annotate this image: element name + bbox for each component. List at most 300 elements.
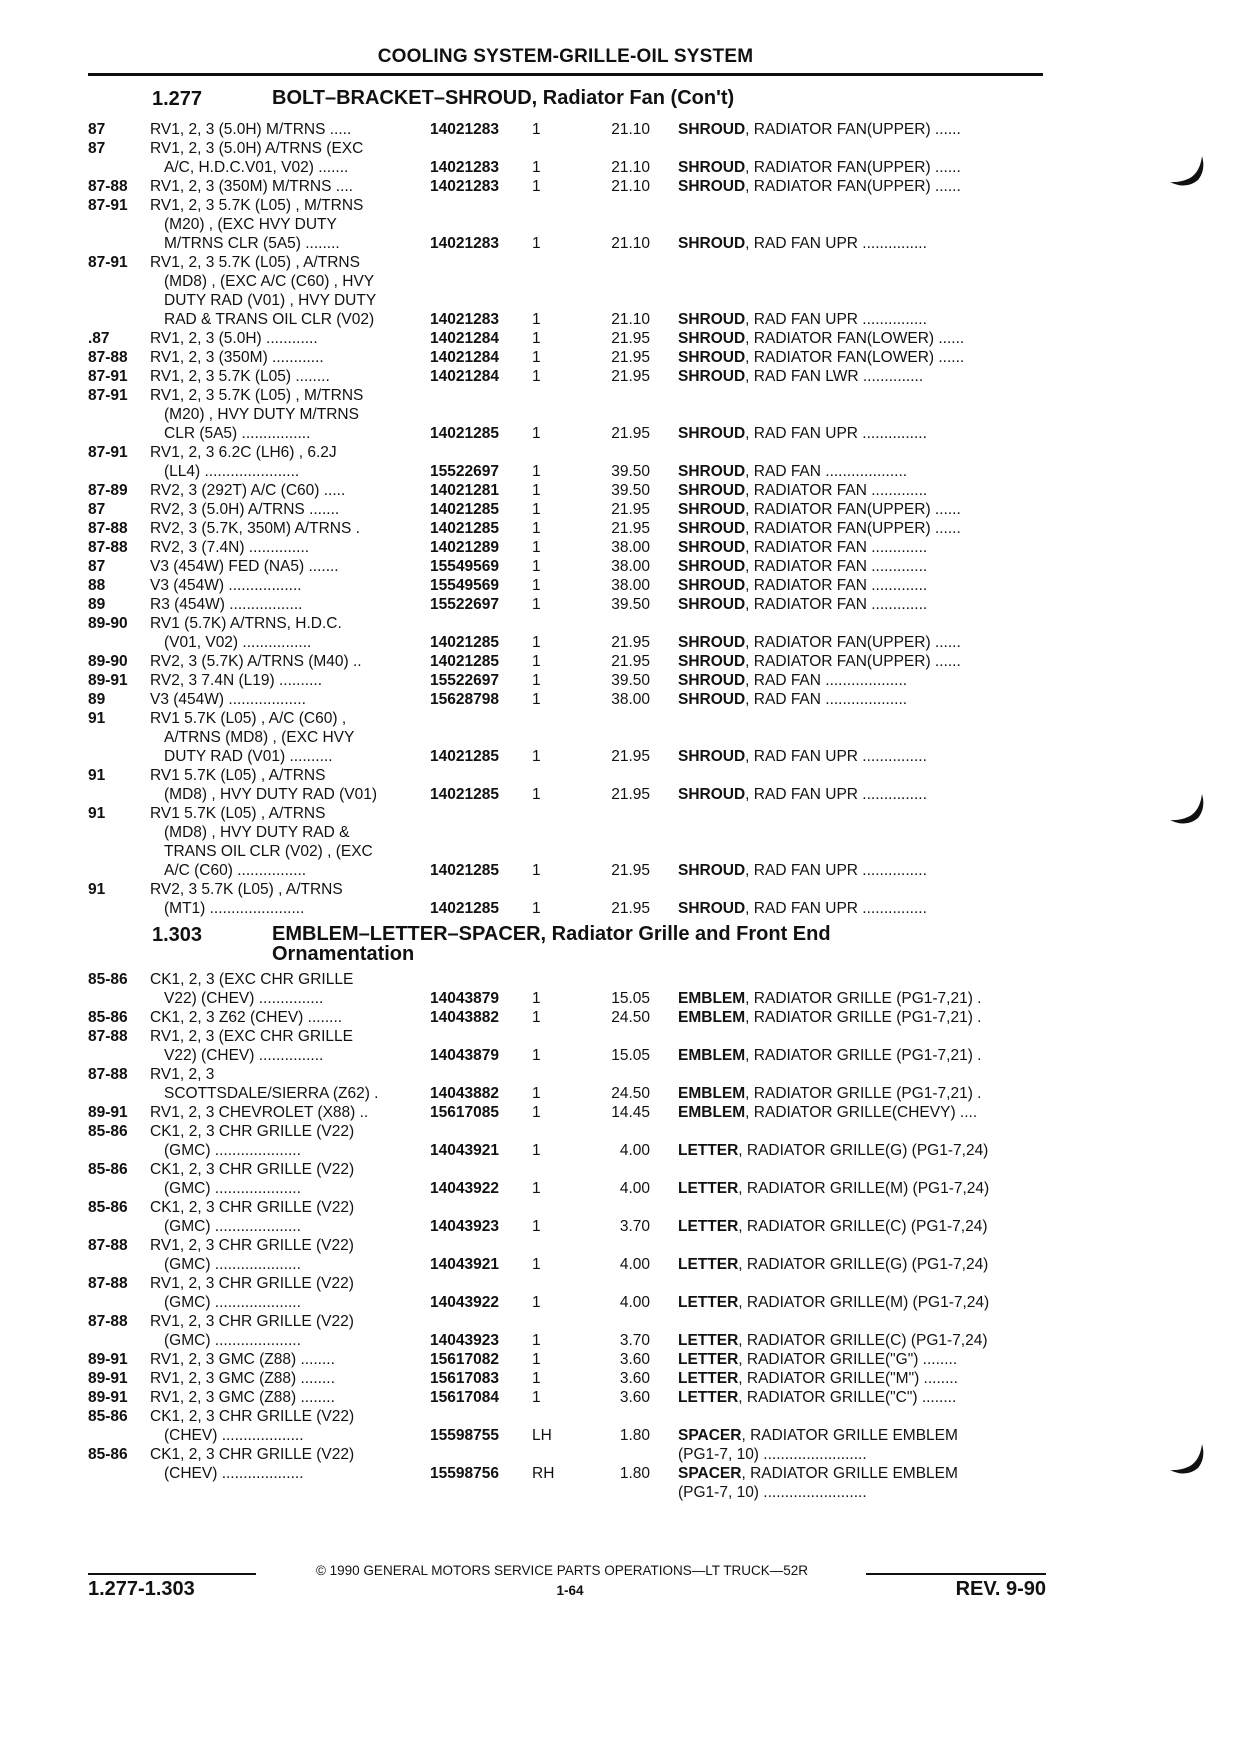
part-name-detail: , RADIATOR GRILLE("M") ........ <box>738 1370 958 1387</box>
footer-section-range: 1.277-1.303 <box>88 1578 195 1600</box>
price: 21.95 <box>611 330 650 347</box>
quantity: 1 <box>532 1180 541 1197</box>
price: 21.95 <box>611 748 650 765</box>
application-description: A/C (C60) ................ <box>164 862 307 879</box>
part-name <box>678 234 1040 253</box>
part-name <box>678 557 1040 576</box>
part-name <box>678 1084 1040 1103</box>
part-number: 14021285 <box>430 501 499 518</box>
part-name <box>678 671 1040 690</box>
part-number: 15522697 <box>430 596 499 613</box>
part-name-detail: , RADIATOR FAN ............. <box>745 558 928 575</box>
part-name-detail: , RADIATOR FAN(UPPER) ...... <box>745 634 961 651</box>
part-name-keyword: EMBLEM <box>678 1085 746 1102</box>
model-years: 89 <box>88 596 106 613</box>
part-name <box>678 177 1040 196</box>
quantity: 1 <box>532 672 541 689</box>
table-row <box>0 519 1249 538</box>
application-description: RV2, 3 5.7K (L05) , A/TRNS <box>150 881 343 898</box>
table-row <box>0 595 1249 614</box>
application-description: CK1, 2, 3 (EXC CHR GRILLE <box>150 971 354 988</box>
price: 21.95 <box>611 501 650 518</box>
application-description: CK1, 2, 3 CHR GRILLE (V22) <box>150 1123 355 1140</box>
part-name-keyword: SHROUD <box>678 349 746 366</box>
part-name-keyword: SHROUD <box>678 178 746 195</box>
part-name-line <box>678 899 1040 918</box>
price: 21.95 <box>611 368 650 385</box>
price: 4.00 <box>619 1142 650 1159</box>
quantity: 1 <box>532 482 541 499</box>
part-name-detail: , RADIATOR GRILLE EMBLEM <box>741 1427 958 1444</box>
table-row <box>0 538 1249 557</box>
header-rule <box>88 73 1043 76</box>
part-name-line <box>678 1103 1040 1122</box>
application-description: RV1, 2, 3 (350M) M/TRNS .... <box>150 178 353 195</box>
price: 39.50 <box>611 482 650 499</box>
application-description: DUTY RAD (V01) .......... <box>164 748 333 765</box>
model-years: 89-91 <box>88 1370 128 1387</box>
part-name-line <box>678 1179 1040 1198</box>
part-name-keyword: SHROUD <box>678 482 746 499</box>
part-name-detail: , RAD FAN UPR ............... <box>745 235 927 252</box>
quantity: 1 <box>532 862 541 879</box>
price: 3.60 <box>619 1351 650 1368</box>
model-years: 89 <box>88 691 106 708</box>
table-row <box>0 709 1249 766</box>
quantity: 1 <box>532 900 541 917</box>
table-row <box>0 1407 1249 1463</box>
part-number: 14021283 <box>430 311 499 328</box>
footer-revision: REV. 9-90 <box>955 1578 1046 1600</box>
quantity: 1 <box>532 1332 541 1349</box>
part-name <box>678 310 1040 329</box>
quantity: 1 <box>532 596 541 613</box>
model-years: 85-86 <box>88 1123 128 1140</box>
part-name <box>678 538 1040 557</box>
part-name-line <box>678 690 1040 709</box>
application-description: RV2, 3 (5.0H) A/TRNS ....... <box>150 501 340 518</box>
application-description: RV1, 2, 3 GMC (Z88) ........ <box>150 1351 335 1368</box>
model-years: 89-91 <box>88 1351 128 1368</box>
part-number: 14043879 <box>430 1047 499 1064</box>
part-name-detail: , RADIATOR FAN(UPPER) ...... <box>745 159 961 176</box>
model-years: 87-91 <box>88 254 128 271</box>
part-name-line <box>678 557 1040 576</box>
price: 14.45 <box>611 1104 650 1121</box>
price: 38.00 <box>611 577 650 594</box>
part-name-detail: , RADIATOR GRILLE (PG1-7,21) . <box>745 1009 982 1026</box>
part-name-line <box>678 747 1040 766</box>
application-description: RV1, 2, 3 GMC (Z88) ........ <box>150 1389 335 1406</box>
part-name-detail: , RADIATOR GRILLE(CHEVY) .... <box>745 1104 978 1121</box>
part-name <box>678 785 1040 804</box>
quantity: 1 <box>532 349 541 366</box>
part-number: 14021285 <box>430 862 499 879</box>
part-name-line <box>678 1464 1040 1483</box>
application-description: CLR (5A5) ................ <box>164 425 311 442</box>
quantity: 1 <box>532 121 541 138</box>
application-description: V22) (CHEV) ............... <box>164 1047 324 1064</box>
model-years: 91 <box>88 710 106 727</box>
part-number: 14043921 <box>430 1142 499 1159</box>
model-years: 87-91 <box>88 197 128 214</box>
table-row <box>0 1160 1249 1198</box>
model-years: 87-88 <box>88 178 128 195</box>
part-name-keyword: SPACER <box>678 1465 742 1482</box>
table-row <box>0 348 1249 367</box>
price: 24.50 <box>611 1085 650 1102</box>
part-name-keyword: SHROUD <box>678 786 746 803</box>
application-description: A/C, H.D.C.V01, V02) ....... <box>164 159 349 176</box>
part-number: 14021283 <box>430 159 499 176</box>
section-title-line: Ornamentation <box>272 943 415 965</box>
application-description: RV1, 2, 3 5.7K (L05) , M/TRNS <box>150 197 364 214</box>
model-years: 89-90 <box>88 615 128 632</box>
part-name-line <box>678 177 1040 196</box>
price: 3.60 <box>619 1370 650 1387</box>
application-description: RV1, 2, 3 CHR GRILLE (V22) <box>150 1237 354 1254</box>
application-description: (CHEV) ................... <box>164 1427 304 1444</box>
application-description: (MD8) , (EXC A/C (C60) , HVY <box>164 273 375 290</box>
application-description: RV1, 2, 3 CHR GRILLE (V22) <box>150 1313 354 1330</box>
part-number: 15617084 <box>430 1389 499 1406</box>
part-name-detail: , RADIATOR FAN(LOWER) ...... <box>745 349 965 366</box>
part-name-line <box>678 1350 1040 1369</box>
price: 21.95 <box>611 520 650 537</box>
part-name-keyword: SHROUD <box>678 672 746 689</box>
part-name-line <box>678 1293 1040 1312</box>
part-name-keyword: EMBLEM <box>678 990 746 1007</box>
part-name-line <box>678 329 1040 348</box>
quantity: 1 <box>532 1294 541 1311</box>
part-name-line <box>678 1255 1040 1274</box>
part-number: 15522697 <box>430 463 499 480</box>
application-description: (V01, V02) ................ <box>164 634 312 651</box>
part-name-detail: , RADIATOR GRILLE(G) (PG1-7,24) <box>738 1256 989 1273</box>
quantity: 1 <box>532 1370 541 1387</box>
part-name-detail: , RAD FAN UPR ............... <box>745 748 927 765</box>
application-description: (MD8) , HVY DUTY RAD (V01) <box>164 786 378 803</box>
table-row <box>0 557 1249 576</box>
table-row <box>0 120 1249 139</box>
application-description: CK1, 2, 3 CHR GRILLE (V22) <box>150 1446 355 1463</box>
price: 1.80 <box>619 1465 650 1482</box>
price: 38.00 <box>611 691 650 708</box>
table-row <box>0 576 1249 595</box>
part-name <box>678 690 1040 709</box>
part-name-detail: , RADIATOR FAN(UPPER) ...... <box>745 501 961 518</box>
part-name-detail: , RAD FAN ................... <box>745 672 908 689</box>
model-years: 89-91 <box>88 1104 128 1121</box>
application-description: V3 (454W) FED (NA5) ....... <box>150 558 339 575</box>
price: 38.00 <box>611 539 650 556</box>
price: 21.95 <box>611 634 650 651</box>
price: 21.95 <box>611 349 650 366</box>
price: 21.10 <box>611 311 650 328</box>
quantity: 1 <box>532 159 541 176</box>
part-name-keyword: LETTER <box>678 1294 739 1311</box>
part-number: 15522697 <box>430 672 499 689</box>
application-description: RV1, 2, 3 5.7K (L05) , A/TRNS <box>150 254 360 271</box>
part-name-detail: , RADIATOR FAN(LOWER) ...... <box>745 330 965 347</box>
part-name <box>678 329 1040 348</box>
quantity: 1 <box>532 311 541 328</box>
part-number: 14021285 <box>430 425 499 442</box>
application-description: (GMC) .................... <box>164 1142 301 1159</box>
section-number: 1.303 <box>152 924 203 946</box>
table-row <box>0 1122 1249 1160</box>
part-number: 14021285 <box>430 786 499 803</box>
quantity: 1 <box>532 539 541 556</box>
quantity: 1 <box>532 463 541 480</box>
application-description: RAD & TRANS OIL CLR (V02) <box>164 311 375 328</box>
table-row <box>0 481 1249 500</box>
application-description: RV2, 3 (292T) A/C (C60) ..... <box>150 482 346 499</box>
parts-list <box>0 970 1249 1501</box>
part-name-keyword: SHROUD <box>678 330 746 347</box>
part-name <box>678 1464 1040 1502</box>
application-description: RV1, 2, 3 GMC (Z88) ........ <box>150 1370 335 1387</box>
table-row <box>0 766 1249 804</box>
quantity: 1 <box>532 1351 541 1368</box>
table-row <box>0 671 1249 690</box>
part-name <box>678 1046 1040 1065</box>
part-name-keyword: LETTER <box>678 1218 739 1235</box>
application-description: RV1, 2, 3 (5.0H) ............ <box>150 330 318 347</box>
part-name-detail: , RADIATOR GRILLE(C) (PG1-7,24) <box>738 1218 988 1235</box>
model-years: 85-86 <box>88 1446 128 1463</box>
part-name-line <box>678 348 1040 367</box>
application-description: CK1, 2, 3 CHR GRILLE (V22) <box>150 1408 355 1425</box>
part-name-line <box>678 1008 1040 1027</box>
quantity: 1 <box>532 748 541 765</box>
part-name-line <box>678 1388 1040 1407</box>
part-name-keyword: SPACER <box>678 1427 742 1444</box>
part-name-keyword: SHROUD <box>678 520 746 537</box>
section-title <box>272 924 1012 964</box>
application-description: (LL4) ...................... <box>164 463 300 480</box>
table-row <box>0 1103 1249 1122</box>
price: 4.00 <box>619 1180 650 1197</box>
table-row <box>0 880 1249 918</box>
part-name-keyword: SHROUD <box>678 311 746 328</box>
model-years: 87-88 <box>88 1313 128 1330</box>
part-name-detail: , RAD FAN UPR ............... <box>745 786 927 803</box>
price: 21.10 <box>611 235 650 252</box>
application-description: RV1 5.7K (L05) , A/C (C60) , <box>150 710 347 727</box>
application-description: DUTY RAD (V01) , HVY DUTY <box>164 292 377 309</box>
part-name-keyword: LETTER <box>678 1142 739 1159</box>
part-name-continuation: (PG1-7, 10) ........................ <box>678 1446 867 1463</box>
quantity: LH <box>532 1427 552 1444</box>
part-name-detail: , RADIATOR GRILLE (PG1-7,21) . <box>745 1085 982 1102</box>
price: 3.70 <box>619 1332 650 1349</box>
table-row <box>0 177 1249 196</box>
part-name-keyword: SHROUD <box>678 368 746 385</box>
application-description: RV1, 2, 3 (5.0H) M/TRNS ..... <box>150 121 352 138</box>
part-number: 14043923 <box>430 1332 499 1349</box>
part-name <box>678 519 1040 538</box>
application-description: V22) (CHEV) ............... <box>164 990 324 1007</box>
footer-rule-left <box>88 1573 256 1575</box>
part-name <box>678 367 1040 386</box>
part-name-detail: , RADIATOR GRILLE (PG1-7,21) . <box>745 1047 982 1064</box>
part-name-line <box>678 633 1040 652</box>
quantity: 1 <box>532 1009 541 1026</box>
part-name <box>678 120 1040 139</box>
application-description: CK1, 2, 3 CHR GRILLE (V22) <box>150 1199 355 1216</box>
part-number: 15549569 <box>430 577 499 594</box>
table-row <box>0 804 1249 880</box>
quantity: 1 <box>532 178 541 195</box>
application-description: (CHEV) ................... <box>164 1465 304 1482</box>
application-description: RV1, 2, 3 (350M) ............ <box>150 349 324 366</box>
part-name-detail: , RAD FAN UPR ............... <box>745 900 927 917</box>
application-description: RV2, 3 (7.4N) .............. <box>150 539 310 556</box>
section-title <box>272 88 1012 108</box>
model-years: 85-86 <box>88 1009 128 1026</box>
application-description: RV1, 2, 3 6.2C (LH6) , 6.2J <box>150 444 337 461</box>
part-name-detail: , RADIATOR GRILLE (PG1-7,21) . <box>745 990 982 1007</box>
table-row <box>0 652 1249 671</box>
part-number: 14021284 <box>430 330 499 347</box>
table-row <box>0 1369 1249 1388</box>
table-row <box>0 329 1249 348</box>
part-name <box>678 481 1040 500</box>
model-years: 87-91 <box>88 368 128 385</box>
part-name-keyword: SHROUD <box>678 634 746 651</box>
section-title-line: EMBLEM–LETTER–SPACER, Radiator Grille and Front End <box>272 923 831 945</box>
model-years: 87-88 <box>88 1066 128 1083</box>
table-row <box>0 1350 1249 1369</box>
quantity: 1 <box>532 1085 541 1102</box>
table-row <box>0 1236 1249 1274</box>
binder-ring-mark-icon <box>1168 150 1208 194</box>
quantity: 1 <box>532 691 541 708</box>
section-number: 1.277 <box>152 88 203 110</box>
model-years: 87 <box>88 121 106 138</box>
model-years: 89-91 <box>88 1389 128 1406</box>
part-number: 15549569 <box>430 558 499 575</box>
model-years: 85-86 <box>88 1408 128 1425</box>
model-years: 87-91 <box>88 387 128 404</box>
price: 15.05 <box>611 1047 650 1064</box>
part-number: 15598756 <box>430 1465 499 1482</box>
part-name <box>678 424 1040 443</box>
part-name-keyword: SHROUD <box>678 425 746 442</box>
part-name-line <box>678 234 1040 253</box>
part-name <box>678 1331 1040 1350</box>
application-description: RV1 5.7K (L05) , A/TRNS <box>150 767 326 784</box>
application-description: (M20) , (EXC HVY DUTY <box>164 216 337 233</box>
model-years: 89-91 <box>88 672 128 689</box>
model-years: 87-88 <box>88 349 128 366</box>
part-name <box>678 899 1040 918</box>
table-row <box>0 253 1249 329</box>
part-name-detail: , RAD FAN LWR .............. <box>745 368 924 385</box>
part-name-keyword: SHROUD <box>678 235 746 252</box>
part-number: 15617085 <box>430 1104 499 1121</box>
application-description: (GMC) .................... <box>164 1218 301 1235</box>
part-name-line <box>678 861 1040 880</box>
application-description: SCOTTSDALE/SIERRA (Z62) . <box>164 1085 379 1102</box>
quantity: 1 <box>532 1142 541 1159</box>
part-name-line <box>678 1217 1040 1236</box>
part-name-line <box>678 462 1040 481</box>
part-name-detail: , RAD FAN ................... <box>745 691 908 708</box>
model-years: 91 <box>88 767 106 784</box>
part-name <box>678 1293 1040 1312</box>
part-number: 14043923 <box>430 1218 499 1235</box>
part-name-line <box>678 367 1040 386</box>
model-years: .87 <box>88 330 110 347</box>
part-name-line <box>678 481 1040 500</box>
part-number: 14021285 <box>430 748 499 765</box>
part-name-detail: , RADIATOR FAN(UPPER) ...... <box>745 178 961 195</box>
part-number: 15628798 <box>430 691 499 708</box>
table-row <box>0 1445 1249 1501</box>
part-name-keyword: SHROUD <box>678 900 746 917</box>
price: 21.95 <box>611 862 650 879</box>
model-years: 89-90 <box>88 653 128 670</box>
part-name <box>678 1103 1040 1122</box>
model-years: 85-86 <box>88 971 128 988</box>
part-number: 14021289 <box>430 539 499 556</box>
model-years: 87 <box>88 558 106 575</box>
part-name-keyword: SHROUD <box>678 748 746 765</box>
table-row <box>0 690 1249 709</box>
part-name-detail: , RAD FAN ................... <box>745 463 908 480</box>
model-years: 87-89 <box>88 482 128 499</box>
price: 4.00 <box>619 1294 650 1311</box>
part-number: 14043882 <box>430 1085 499 1102</box>
part-number: 15617083 <box>430 1370 499 1387</box>
application-description: R3 (454W) ................. <box>150 596 303 613</box>
model-years: 91 <box>88 805 106 822</box>
part-name-keyword: SHROUD <box>678 558 746 575</box>
quantity: 1 <box>532 990 541 1007</box>
part-name-line <box>678 1331 1040 1350</box>
part-name-keyword: LETTER <box>678 1351 739 1368</box>
quantity: 1 <box>532 634 541 651</box>
model-years: 87-88 <box>88 1275 128 1292</box>
table-row <box>0 500 1249 519</box>
quantity: 1 <box>532 577 541 594</box>
quantity: 1 <box>532 425 541 442</box>
application-description: RV2, 3 (5.7K) A/TRNS (M40) .. <box>150 653 362 670</box>
application-description: RV1, 2, 3 CHEVROLET (X88) .. <box>150 1104 369 1121</box>
table-row <box>0 139 1249 177</box>
footer-page-number: 1-64 <box>556 1583 584 1598</box>
part-name-detail: , RAD FAN UPR ............... <box>745 425 927 442</box>
part-name-keyword: SHROUD <box>678 691 746 708</box>
part-name-line <box>678 576 1040 595</box>
part-name-detail: , RADIATOR GRILLE(G) (PG1-7,24) <box>738 1142 989 1159</box>
page-title: COOLING SYSTEM-GRILLE-OIL SYSTEM <box>377 46 754 67</box>
quantity: 1 <box>532 330 541 347</box>
part-number: 14021283 <box>430 235 499 252</box>
part-name-detail: , RADIATOR GRILLE("C") ........ <box>738 1389 957 1406</box>
price: 21.95 <box>611 425 650 442</box>
quantity: 1 <box>532 520 541 537</box>
part-name-detail: , RADIATOR GRILLE(M) (PG1-7,24) <box>738 1294 990 1311</box>
price: 21.95 <box>611 786 650 803</box>
part-name <box>678 595 1040 614</box>
price: 21.95 <box>611 900 650 917</box>
application-description: V3 (454W) .................. <box>150 691 306 708</box>
part-name <box>678 747 1040 766</box>
part-name-line <box>678 424 1040 443</box>
